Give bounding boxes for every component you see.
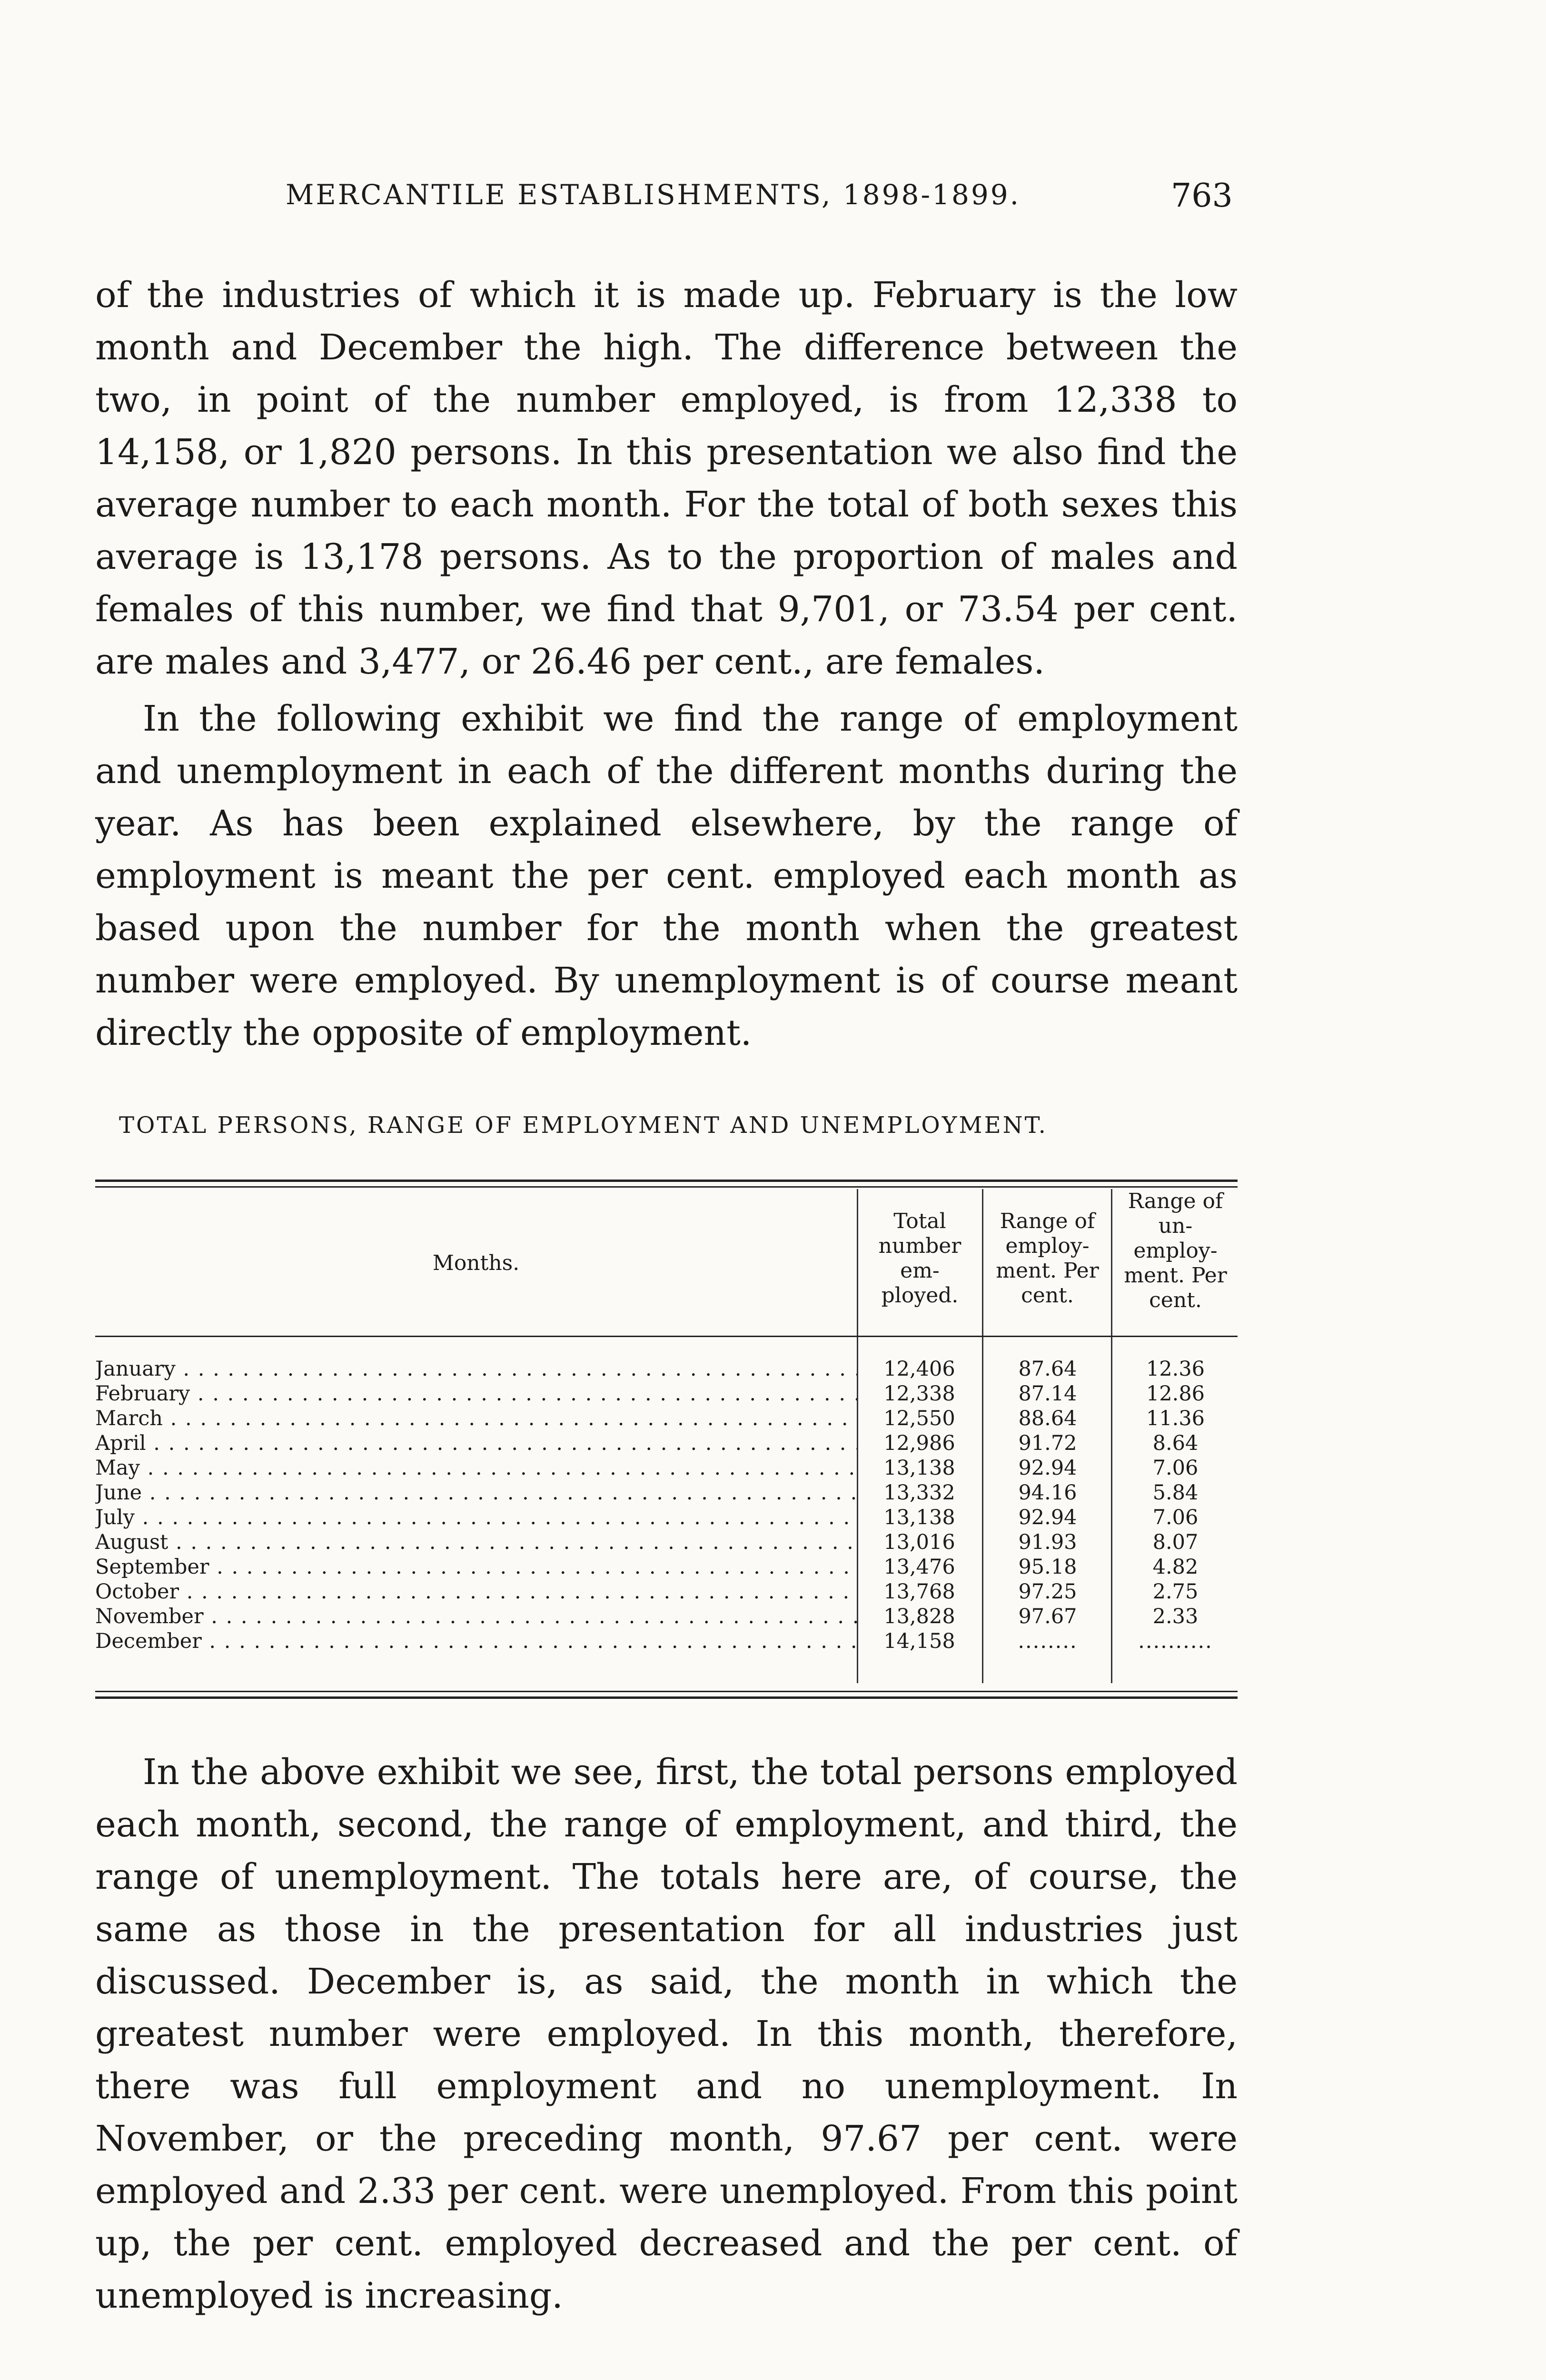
unemployment-cell: 12.86 <box>1146 1382 1205 1406</box>
table-row <box>95 1555 1238 1579</box>
employment-cell: 97.67 <box>1018 1605 1077 1628</box>
month-cell: November . . . <box>95 1604 857 1629</box>
table-row <box>95 1431 1238 1456</box>
employment-cell: 91.93 <box>1018 1530 1077 1554</box>
total-cell: 14,158 <box>883 1629 955 1653</box>
paragraph-2: In the following exhibit we find the range of employment and unemployment in each of the different months during the year. As has been explained elsewhere, by the range of employment is meant the per cent. employed each month as based upon the number for the month when the greatest number were employed. By unemployment is of course meant directly the opposite of employment. <box>95 698 1238 1053</box>
table-top-rule-thin <box>95 1186 1238 1188</box>
month-cell: August . . . <box>95 1530 857 1555</box>
total-cell: 13,016 <box>883 1530 955 1554</box>
total-cell: 12,406 <box>883 1357 955 1381</box>
employment-cell: 91.72 <box>1018 1431 1077 1455</box>
total-cell: 12,338 <box>883 1382 955 1406</box>
unemployment-cell: 2.33 <box>1152 1605 1199 1628</box>
running-header: MERCANTILE ESTABLISHMENTS, 1898-1899. <box>286 178 1021 211</box>
unemployment-cell: 5.84 <box>1152 1481 1199 1505</box>
table-row <box>95 1357 1238 1381</box>
page-number: 763 <box>1171 177 1233 215</box>
table-row <box>95 1381 1238 1406</box>
table-row <box>95 1629 1238 1654</box>
table-row <box>95 1604 1238 1629</box>
header-range-unemployment: Range of un- employ- ment. Per cent. <box>1124 1189 1227 1312</box>
table-row <box>95 1505 1238 1530</box>
total-cell: 13,138 <box>883 1506 955 1529</box>
table-row <box>95 1480 1238 1505</box>
total-cell: 13,138 <box>883 1456 955 1480</box>
employment-cell: 87.14 <box>1018 1382 1077 1406</box>
total-cell: 13,828 <box>883 1605 955 1628</box>
table-title: TOTAL PERSONS, RANGE OF EMPLOYMENT AND UNEMPLOYMENT. <box>119 1112 1048 1139</box>
month-cell: March . . . <box>95 1406 857 1431</box>
header-total-employed: Total number em- ployed. <box>878 1209 961 1308</box>
month-cell: July . . . <box>95 1505 857 1530</box>
month-cell: October . . . <box>95 1579 857 1604</box>
table-row <box>95 1456 1238 1480</box>
total-cell: 13,476 <box>883 1555 955 1579</box>
total-cell: 13,768 <box>883 1580 955 1604</box>
table-row <box>95 1579 1238 1604</box>
month-cell: February . . . <box>95 1381 857 1406</box>
total-cell: 12,550 <box>883 1407 955 1430</box>
paragraph-3: In the above exhibit we see, first, the total persons employed each month, second, the range of employment, and third, the range of unemployment. The totals here are, of course, the same as those in the presentation for all industries just discussed. December is, as said, the month in which the greatest number were employed. In this month, therefore, there was full employment and no unemployment. In November, or the preceding month, 97.67 per cent. were employed and 2.33 per cent. were unemployed. From this point up, the per cent. employed decreased and the per cent. of unemployed is increasing. <box>95 1752 1238 2316</box>
unemployment-cell: .......... <box>1138 1629 1213 1653</box>
unemployment-cell: 4.82 <box>1152 1555 1199 1579</box>
table-bottom-rule-thin <box>95 1691 1238 1692</box>
unemployment-cell: 7.06 <box>1152 1506 1199 1529</box>
month-cell: June . . . <box>95 1480 857 1505</box>
month-cell: January . . . <box>95 1357 857 1381</box>
table-top-rule <box>95 1180 1238 1182</box>
employment-cell: 94.16 <box>1018 1481 1077 1505</box>
employment-cell: ........ <box>1018 1629 1078 1653</box>
month-cell: September . . . <box>95 1555 857 1579</box>
employment-cell: 97.25 <box>1018 1580 1077 1604</box>
unemployment-cell: 8.64 <box>1152 1431 1199 1455</box>
table-row <box>95 1530 1238 1555</box>
month-cell: April . . . <box>95 1431 857 1456</box>
employment-cell: 92.94 <box>1018 1506 1077 1529</box>
unemployment-cell: 7.06 <box>1152 1456 1199 1480</box>
employment-cell: 92.94 <box>1018 1456 1077 1480</box>
table-bottom-rule <box>95 1696 1238 1699</box>
month-cell: December . . . <box>95 1629 857 1654</box>
employment-cell: 95.18 <box>1018 1555 1077 1579</box>
unemployment-cell: 12.36 <box>1146 1357 1205 1381</box>
header-months: Months. <box>432 1251 520 1275</box>
paragraph-1: of the industries of which it is made up. February is the low month and December the high. The difference between the two, in point of the number employed, is from 12,338 to 14,158, or 1,820 persons. In this presentation we also find the average number to each month. For the total of both sexes this average is 13,178 persons. As to the proportion of males and females of this number, we find that 9,701, or 73.54 per cent. are males and 3,477, or 26.46 per cent., are females. <box>95 275 1238 682</box>
unemployment-cell: 11.36 <box>1146 1407 1205 1430</box>
total-cell: 12,986 <box>883 1431 955 1455</box>
header-range-employment: Range of employ- ment. Per cent. <box>996 1209 1099 1308</box>
unemployment-cell: 8.07 <box>1152 1530 1199 1554</box>
employment-cell: 88.64 <box>1018 1407 1077 1430</box>
table-row <box>95 1406 1238 1431</box>
employment-cell: 87.64 <box>1018 1357 1077 1381</box>
total-cell: 13,332 <box>883 1481 955 1505</box>
table-header-rule <box>95 1336 1238 1337</box>
unemployment-cell: 2.75 <box>1152 1580 1199 1604</box>
month-cell: May . . . <box>95 1456 857 1480</box>
